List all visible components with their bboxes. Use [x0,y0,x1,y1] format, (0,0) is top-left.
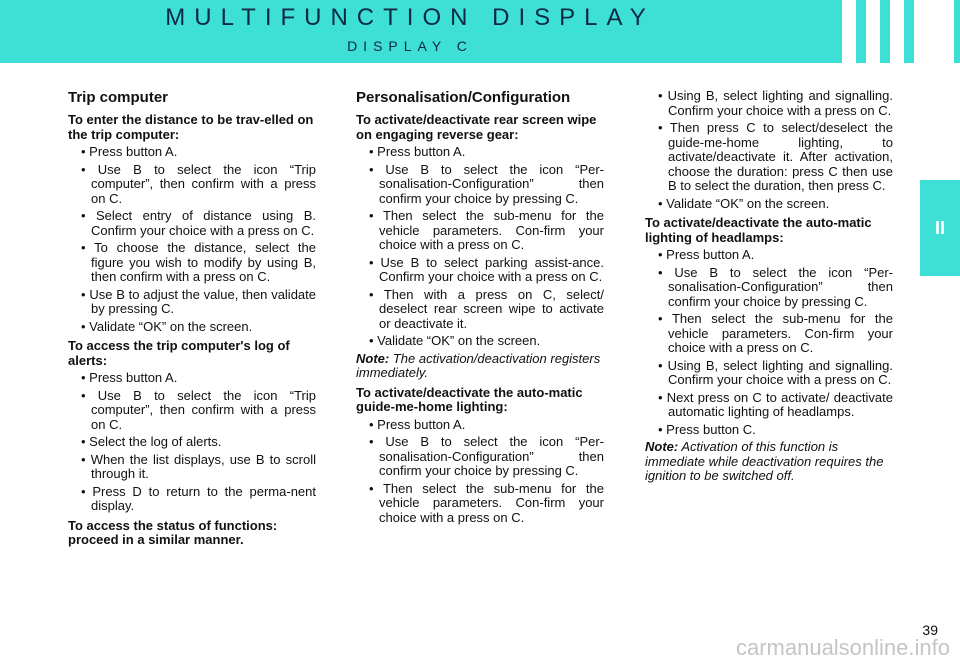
page-subtitle: DISPLAY C [347,38,473,54]
bullet-item: • Use B to select the icon “Per-sonalisation-Configuration” then confirm your choice by pressing C. [369,434,604,478]
bullet-item: • Press button A. [81,144,178,159]
column-trip-computer [68,88,316,548]
bullet-item: • Select entry of distance using B. Confirm your choice with a press on C. [81,208,316,238]
section-heading: Trip computer [68,89,169,106]
bullet-item: • Validate “OK” on the screen. [81,318,253,334]
bullet-item: • To choose the distance, select the figure you wish to modify by using B, then confirm with a press on C. [81,240,316,284]
note [645,440,893,484]
bullet-item: • Press button A. [369,416,466,432]
page-title: MULTIFUNCTION DISPLAY [165,4,655,31]
section-heading: Personalisation/Configuration [356,89,571,106]
bullet-item: • Then press C to select/deselect the guide-me-home lighting, to activate/deactivate it. After activation, choose the duration: press C then use B to select the duration, then press C. [658,120,893,193]
bullet-list [645,89,893,211]
section-tab: II [920,180,960,276]
stripe [842,0,856,63]
note-text: Activation of this function is immediate while deactivation requires the ignition to be switched off. [645,439,884,483]
note [356,352,604,381]
bullet-item: • Then select the sub-menu for the vehicle parameters. Con-firm your choice with a press on C. [369,480,604,525]
bullet-item: • Then select the sub-menu for the vehicle parameters. Con-firm your choice with a press on C. [658,311,893,355]
subsection-title: To access the status of functions: proceed in a similar manner. [68,517,278,547]
bullet-item: • Then select the sub-menu for the vehicle parameters. Con-firm your choice with a press on C. [369,208,604,252]
bullet-item: • Validate “OK” on the screen. [658,195,830,211]
bullet-item: • Press button A. [81,370,178,385]
subsection-title: To activate/deactivate the auto-matic lighting of headlamps: [645,215,872,245]
header-stripes [842,0,960,63]
bullet-list [68,145,316,334]
bullet-item: • Use B to adjust the value, then validate by pressing C. [81,286,316,316]
bullet-list [68,371,316,514]
bullet-item: • Press button A. [658,247,755,262]
subsection-title: To activate/deactivate the auto-matic guide-me-home lighting: [356,384,583,414]
column-personalisation [356,88,604,525]
bullet-item: • Press button C. [658,421,756,437]
bullet-list [356,145,604,349]
watermark: carmanualsonline.info [735,635,950,660]
stripe [866,0,880,63]
bullet-item: • Then with a press on C, select/ deselect rear screen wipe to activate or deactivate it. [369,286,604,331]
note-label: Note: [356,350,390,366]
bullet-list [356,418,604,526]
bullet-item: • Select the log of alerts. [81,434,222,449]
stripe [914,0,954,63]
bullet-item: • Using B, select lighting and signalling. Confirm your choice with a press on C. [658,357,893,387]
bullet-item: • Next press on C to activate/ deactivate automatic lighting of headlamps. [658,389,893,419]
subsection-title: To activate/deactivate rear screen wipe on engaging reverse gear: [356,112,597,142]
bullet-item: • Use B to select parking assist-ance. Confirm your choice with a press on C. [369,254,604,284]
note-label: Note: [645,439,679,454]
bullet-item: • When the list displays, use B to scroll through it. [81,451,316,481]
column-lighting [645,86,893,484]
bullet-list [645,248,893,437]
subsection-title: To enter the distance to be trav-elled on the trip computer: [68,112,314,142]
subsection-title: To access the trip computer's log of alerts: [68,338,290,368]
bullet-item: • Using B, select lighting and signalling. Confirm your choice with a press on C. [658,88,893,118]
stripe [890,0,904,63]
bullet-item: • Use B to select the icon “Trip computer”, then confirm with a press on C. [81,387,316,432]
bullet-item: • Validate “OK” on the screen. [369,333,541,348]
bullet-item: • Use B to select the icon “Per-sonalisation-Configuration” then confirm your choice by pressing C. [658,264,893,309]
bullet-item: • Press button A. [369,144,466,159]
bullet-item: • Press D to return to the perma-nent display. [81,483,316,513]
header-banner [0,0,960,63]
bullet-item: • Use B to select the icon “Trip computer”, then confirm with a press on C. [81,161,316,206]
note-text: The activation/deactivation registers immediately. [356,350,601,380]
bullet-item: • Use B to select the icon “Per-sonalisation-Configuration” then confirm your choice by pressing C. [369,161,604,206]
page-number: 39 [922,622,938,638]
